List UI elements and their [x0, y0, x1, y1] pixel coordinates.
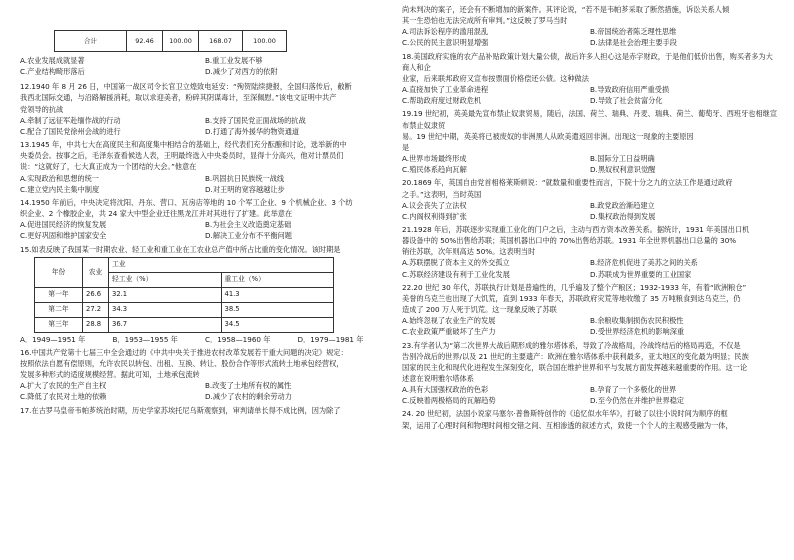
option-c[interactable]: C.降低了农民对土地的依赖: [20, 392, 107, 402]
question-text: 我西北国际交通，与沿路解援消耗，取以求迎美者，粉碎其阴谋毒计，至深佩慰。”该电文证明中共产: [20, 93, 337, 103]
question-text: 21.1928 年后，苏联逐步实现重工业化的门户之后，主动与西方资本改善关系。据统计，1931 年美国出口机: [402, 224, 750, 234]
option-a[interactable]: A.具有大国强权政治的色彩: [402, 385, 489, 395]
cell-heavy: 38.5: [221, 302, 334, 317]
table-row: [35, 287, 334, 302]
option-d[interactable]: D.打通了海外援华的物资通道: [205, 126, 300, 136]
header-industry: 工业: [109, 257, 334, 272]
cell-light: 36.7: [109, 317, 222, 332]
option-b[interactable]: B.政党政治渐趋建立: [590, 200, 655, 210]
question-text: 18.美国政府实施的农产品补贴政策计划大量公债，战后许多人担心这是赤字财政，于是他们低价出售，购买者多为大商人和企: [402, 51, 773, 72]
option-a[interactable]: A.议会丧失了立法权: [402, 200, 467, 210]
option-a[interactable]: A.直接加快了工业革命进程: [402, 85, 489, 95]
question-text: 说：“这就好了，七大真正成为一个团结的大会。”他意在: [20, 162, 197, 172]
option-c[interactable]: C.更好巩固和维护国家安全: [20, 231, 107, 241]
option-a[interactable]: A．1949—1951 年: [20, 334, 86, 344]
cell-agri: 27.2: [83, 302, 109, 317]
question-18: [402, 51, 778, 107]
question-text: 19.19 世纪初，英美最先宣布禁止奴隶贸易，随后，法国、荷兰、瑞典、丹麦、瑞典、荷兰、葡萄牙、西班牙也相继宣布禁止奴隶贸: [402, 109, 778, 130]
header-agri: 农业: [83, 257, 109, 287]
question-17: [20, 405, 390, 416]
cell-heavy: 34.5: [221, 317, 334, 332]
question-text: 12.1940 年 8 月 26 日，中国第一战区司令长官卫立煌致电延安：“殉贺陆续捷报，全国归落传后，敝断: [20, 82, 352, 92]
option-a[interactable]: A.苏联摆脱了资本主义的外交孤立: [402, 258, 510, 268]
option-b[interactable]: B．1953—1955 年: [112, 334, 178, 344]
question-15: [20, 244, 390, 345]
question-text: 易。19 世纪中期，英美将已被废奴的非洲黑人从欧美遣返回非洲。出现这一现象的主要原因: [402, 131, 694, 141]
option-c[interactable]: C.反映着两极格局的瓦解趋势: [402, 396, 496, 406]
question-text: 造成了 200 万人死于饥荒。这一现象反映了苏联: [402, 305, 557, 315]
question-text: 器设备中的 50%出售给苏联；英国机器出口中的 70%出售给苏联。1931 年全世界机器出口总量的 30%: [402, 236, 737, 246]
question-23: [402, 340, 778, 407]
question-text: 15.如表反映了我国某一时期农业、轻工业和重工业在工农业总产值中所占比重的变化情况。该时期是: [20, 244, 341, 254]
option-b[interactable]: B.孕育了一个多极化的世界: [590, 385, 677, 395]
table-cell: 合计: [55, 31, 127, 52]
question-text: 织企业、2 个橡胶企业，共 24 家大中型企业迁往黑龙江并对其进行了扩建。此举意在: [20, 209, 293, 219]
question-11-options: [20, 55, 390, 77]
question-text: 22.20 世纪 30 年代，苏联执行计划是普遍性的，几乎遍及了整个产粮区；1932-1933 年，有着“欧洲粮仓”: [402, 282, 747, 292]
cell-light: 32.1: [109, 287, 222, 302]
question-text: 尚未判决的案子，还会有不断增加的新案件。其评论说，“若不是韦帕芗采取了断然措施，诉讼关系人倾: [402, 5, 730, 14]
question-text: 国家的民主化和现代化进程发生深刻变化，联合国在维护世界和平与发展方面发挥越来越重要的作用。这一论: [402, 362, 748, 372]
question-text: 架，运用了心理时间和物理时间相交错之间、互相渗透的叙述方式，致使一个个人的主观感受融为一体，: [402, 420, 733, 430]
option-d[interactable]: D.减少了农村的剩余劳动力: [205, 392, 292, 402]
option-c[interactable]: C.公民的民主意识明显增强: [402, 38, 489, 48]
option-d[interactable]: D.解决工业分布不平衡问题: [205, 231, 292, 241]
question-text: 20.1869 年，英国自由党首相格莱斯顿说：“就数量和重要性而言，下院十分之九的立法工作是通过政府: [402, 178, 733, 188]
question-text: 发展多种形式的适度规模经营。据此可知，土地承包流转: [20, 370, 200, 380]
question-text: 之手。”这表明，当时英国: [402, 189, 482, 199]
option-d[interactable]: D.对王明的宽容越越让步: [205, 184, 285, 194]
option-a[interactable]: A.实现政治和思想的统一: [20, 173, 99, 183]
question-text: 告别冷战后的世界/以及 21 世纪的主要遗产：欧洲在雅尔塔体系中获利最多，亚太地区的变化最为明显；民族: [402, 351, 749, 361]
header-light: 轻工业（%）: [109, 272, 222, 287]
option-c[interactable]: C.农业政策严重破坏了生产力: [402, 327, 496, 337]
table-row: [35, 317, 334, 332]
option-d[interactable]: D.集权政治得到发展: [590, 211, 656, 221]
table-cell: 92.46: [127, 31, 163, 52]
question-text: 其一生恐怕也无法完成所有审判。”这反映了罗马当时: [402, 16, 568, 26]
option-b[interactable]: B.导致政府信用严重受损: [590, 85, 670, 95]
question-text: 16.中国共产党第十七届三中全会通过的《中共中央关于推进农村改革发展若干重大问题的决定》规定：: [20, 347, 348, 357]
question-text: 述意在说明雅尔塔体系: [402, 374, 474, 383]
question-text: 央委员会。按事之后，毛泽东查看候选人表，王明最终选入中央委员时，显得十分高兴，他对计票员们: [20, 151, 344, 161]
option-b[interactable]: B.国际分工日益明确: [590, 154, 655, 164]
table-row: [35, 302, 334, 317]
option-d[interactable]: D.苏联成为世界重要的工业国家: [590, 269, 692, 279]
question-16: [20, 347, 390, 403]
left-column: [20, 0, 390, 416]
option-b[interactable]: B.为社会主义改造奠定基础: [205, 220, 292, 230]
question-17-cont: [402, 4, 778, 49]
question-24: [402, 408, 778, 430]
option-b[interactable]: B.改变了土地所有权的属性: [205, 381, 292, 391]
option-b[interactable]: B.余粮收集制损伤农民积极性: [590, 316, 684, 326]
option-b[interactable]: B.重工业发展不够: [205, 56, 263, 65]
question-text: 销往苏联，次年则高达 50%。这表明当时: [402, 247, 536, 257]
option-a[interactable]: A.扩大了农民的生产自主权: [20, 381, 107, 391]
table-cell: 100.00: [243, 31, 287, 52]
option-a[interactable]: A.世界市场最终形成: [402, 154, 467, 164]
question-text: 党领导的抗战: [20, 104, 64, 114]
cell-year: 第一年: [35, 287, 83, 302]
question-text: 13.1945 年，中共七大在高度民主和高度集中相结合的基础上，经代表们充分酝酿和讨论，选举新的中: [20, 140, 347, 150]
option-d[interactable]: D.减少了对西方的依附: [205, 67, 278, 77]
option-b[interactable]: B.经济危机促进了美苏之间的关系: [590, 258, 698, 268]
option-a[interactable]: A.司法诉讼程序的滥用混乱: [402, 27, 489, 37]
cell-year: 第二年: [35, 302, 83, 317]
option-a[interactable]: A.促进国民经济的恢复发展: [20, 220, 107, 230]
question-text: 23.有学者认为“第二次世界大战后期形成的雅尔塔体系，导致了冷战格局，冷战终结后的格局再造，不仅是: [402, 340, 741, 350]
option-b[interactable]: B.巩固抗日民族统一战线: [205, 173, 285, 183]
option-a[interactable]: A.始终忽视了农业生产的发展: [402, 316, 496, 326]
question-13: [20, 139, 390, 195]
cell-year: 第三年: [35, 317, 83, 332]
question-14: [20, 197, 390, 242]
summary-table: [54, 30, 287, 52]
option-c[interactable]: C．1958—1960 年: [205, 334, 271, 344]
option-d[interactable]: D.受世界经济危机的影响深重: [590, 327, 685, 337]
option-c[interactable]: C.配合了国民党徐州会战的进行: [20, 126, 121, 136]
option-b[interactable]: B.帝国统治者陈乏理性思维: [590, 27, 677, 37]
question-text: 17.在古罗马皇帝韦帕芗统治时期，历史学家苏埃托尼乌斯观察到，审判请单长得不成比例，因为除了: [20, 405, 341, 415]
question-21: [402, 224, 778, 280]
question-text: 24. 20 世纪初，法国小说家马塞尔·普鲁斯特创作的《追忆似水年华》，打破了以往小说时间为顺序的框: [402, 409, 728, 419]
option-b[interactable]: B.支持了国民党正面战场的抗战: [205, 115, 306, 125]
question-12: [20, 81, 390, 137]
question-text: 业家，后来联邦政府又宣布按票面价格偿还公债。这种做法: [402, 73, 589, 83]
option-c[interactable]: C.帮助政府度过财政危机: [402, 96, 482, 106]
option-a[interactable]: A.牵制了远征军赴缅作战的行动: [20, 115, 121, 125]
option-a[interactable]: A.农业发展成就显著: [20, 56, 85, 65]
header-year: 年份: [35, 257, 83, 287]
cell-agri: 28.8: [83, 317, 109, 332]
question-text: 是: [402, 142, 410, 152]
option-c[interactable]: C.产业结构畸形落后: [20, 67, 85, 77]
option-c[interactable]: C.建立党内民主集中制度: [20, 184, 100, 194]
right-column: [402, 4, 778, 431]
production-table: [34, 257, 334, 333]
option-d[interactable]: D.至今仍然在并维护世界稳定: [590, 396, 685, 406]
question-text: 14.1950 年前后，中央决定将沈阳、丹东、营口、瓦房店等地的 10 个军工企业、9 个机械企业、3 个纺: [20, 197, 353, 207]
option-d[interactable]: D.法律是社会治理主要手段: [590, 38, 677, 48]
option-c[interactable]: C.苏联经济建设有利于工业化发展: [402, 269, 510, 279]
option-d[interactable]: D.导致了社会贫富分化: [590, 96, 663, 106]
header-heavy: 重工业（%）: [221, 272, 334, 287]
question-text: 按照依法自愿有偿原则，允许农民以转包、出租、互换、转让、股份合作等形式流转土地承包经营权，: [20, 358, 344, 368]
cell-light: 34.3: [109, 302, 222, 317]
table-row: [55, 31, 287, 52]
table-cell: 168.07: [199, 31, 243, 52]
option-c[interactable]: C.殖民体系趋向瓦解: [402, 165, 467, 175]
table-header-row: [35, 257, 334, 272]
option-d[interactable]: D.黑奴权利意识觉醒: [590, 165, 656, 175]
option-d[interactable]: D．1979—1981 年: [297, 334, 364, 344]
cell-agri: 26.6: [83, 287, 109, 302]
question-22: [402, 282, 778, 338]
table-cell: 100.00: [163, 31, 199, 52]
option-c[interactable]: C.内阁权利得到扩张: [402, 211, 467, 221]
question-text: 美誉的乌克兰也出现了大饥荒，直到 1933 年春天，苏联政府灾荒等地收缴了 35 万吨粮食到达乌克兰，仍: [402, 293, 741, 303]
question-19: [402, 108, 778, 175]
cell-heavy: 41.3: [221, 287, 334, 302]
question-20: [402, 177, 778, 222]
